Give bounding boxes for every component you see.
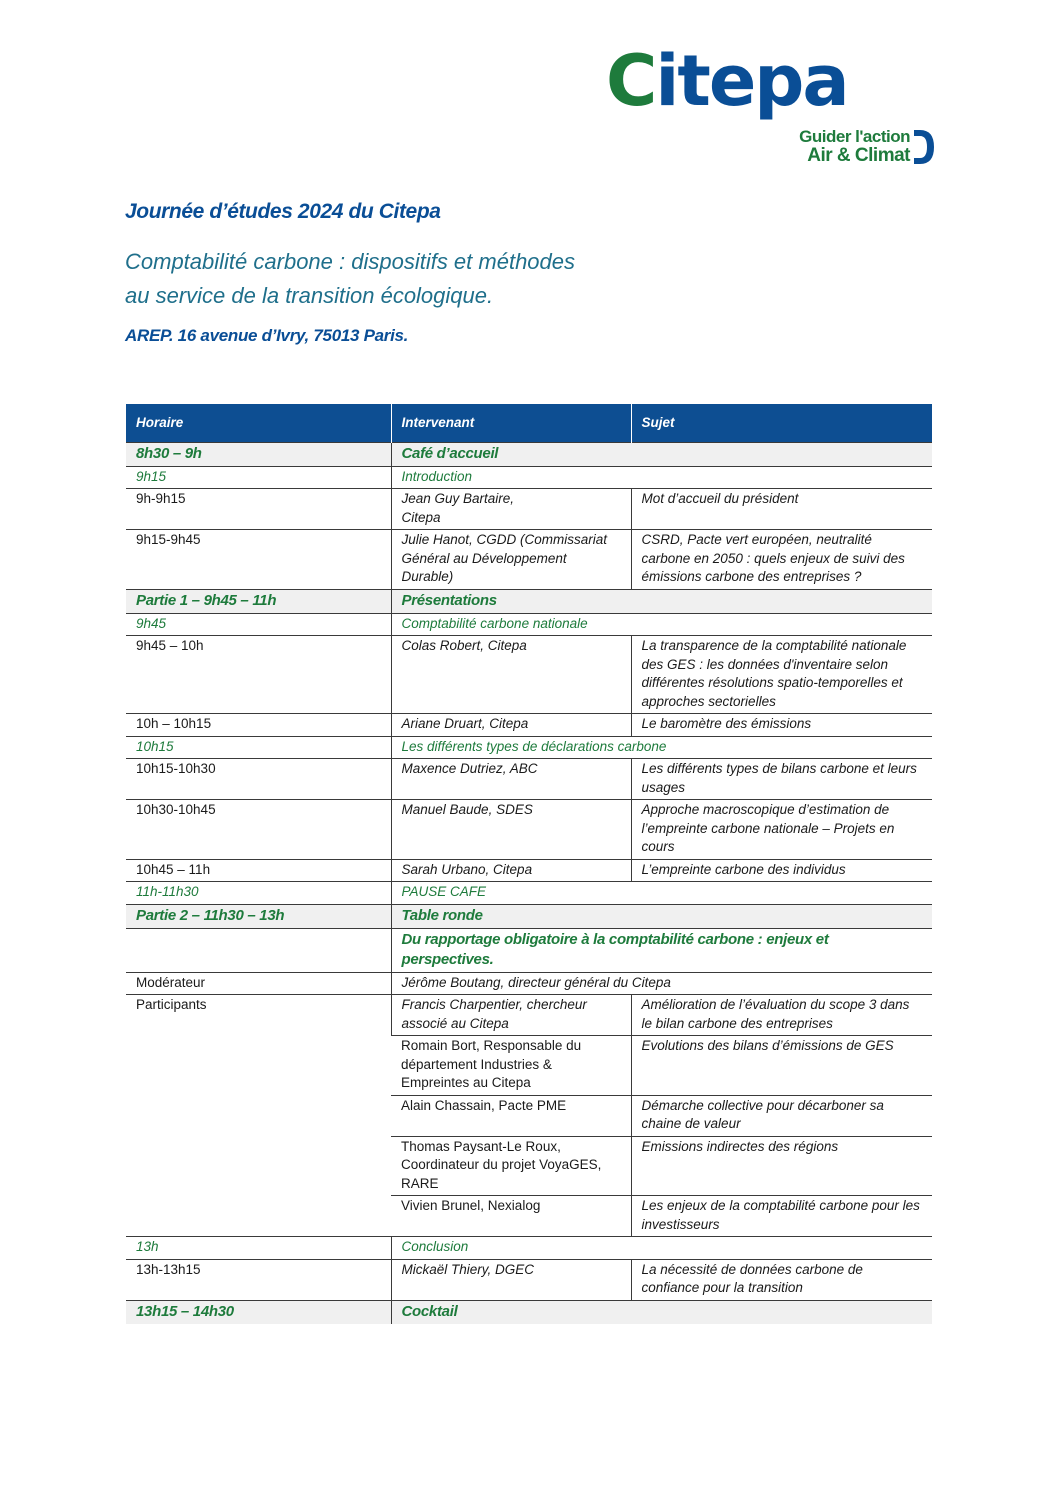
- subsection-label: PAUSE CAFE: [391, 882, 932, 905]
- time-cell: 9h15-9h45: [136, 532, 201, 547]
- speaker-cell: Thomas Paysant-Le Roux, Coordinateur du projet VoyaGES, RARE: [401, 1138, 602, 1191]
- subsection-label: Conclusion: [391, 1237, 932, 1260]
- speaker-cell: Mickaël Thiery, DGEC: [391, 1259, 631, 1300]
- speaker-name: Jean Guy Bartaire,: [401, 491, 515, 506]
- time-cell: 10h15-10h30: [136, 761, 216, 776]
- speaker-cell: Manuel Baude, SDES: [391, 800, 631, 860]
- speaker-cell: Sarah Urbano, Citepa: [391, 859, 631, 882]
- time-cell: Modérateur: [136, 974, 206, 990]
- speaker-cell: Maxence Dutriez, ABC: [391, 759, 631, 800]
- page-title: Journée d’études 2024 du Citepa: [125, 200, 441, 223]
- speaker-cell: Alain Chassain, Pacte PME: [401, 1097, 567, 1113]
- speaker-cell: Julie Hanot, CGDD (Commissariat Général au Développement Durable): [391, 530, 631, 590]
- table-row: [126, 714, 932, 737]
- topic-cell: L’empreinte carbone des individus: [631, 859, 932, 882]
- table-row: [126, 972, 932, 995]
- topic-cell: Approche macroscopique d’estimation de l’empreinte carbone nationale – Projets en cours: [631, 800, 932, 860]
- time-cell: 13h15 – 14h30: [136, 1302, 234, 1320]
- header-intervenant: Intervenant: [391, 404, 631, 442]
- speaker-cell: Francis Charpentier, chercheur associé au Citepa: [391, 995, 631, 1036]
- table-row: [126, 613, 932, 636]
- topic-cell: Evolutions des bilans d’émissions de GES: [631, 1036, 932, 1096]
- venue-address: AREP. 16 avenue d’Ivry, 75013 Paris.: [125, 326, 409, 345]
- time-cell: Partie 2 – 11h30 – 13h: [136, 906, 285, 924]
- table-row: [126, 489, 932, 530]
- topic-cell: Emissions indirectes des régions: [631, 1136, 932, 1196]
- subsection-label: Comptabilité carbone nationale: [391, 613, 932, 636]
- time-cell: 9h45: [136, 615, 167, 631]
- table-row: [126, 1259, 932, 1300]
- role-cell: Participants: [136, 997, 207, 1012]
- time-cell: 9h15: [136, 468, 167, 484]
- topic-cell: Le baromètre des émissions: [631, 714, 932, 737]
- time-cell: 13h-13h15: [136, 1261, 201, 1277]
- speaker-cell: Ariane Druart, Citepa: [391, 714, 631, 737]
- time-cell: 13h: [136, 1239, 159, 1254]
- time-cell: 9h-9h15: [136, 491, 186, 506]
- speaker-cell: [391, 489, 631, 530]
- time-cell: 8h30 – 9h: [136, 444, 202, 462]
- logo-wordmark: Citepa: [606, 40, 848, 122]
- table-row: [126, 800, 932, 860]
- logo-tagline-1: Guider l'action: [799, 127, 910, 146]
- section-label: Cocktail: [391, 1300, 932, 1324]
- table-row: [126, 466, 932, 489]
- time-cell: 10h30-10h45: [136, 802, 216, 817]
- header-horaire: Horaire: [136, 414, 184, 430]
- table-row: [126, 442, 932, 466]
- agenda-table: [126, 404, 932, 1324]
- subsection-label: Introduction: [391, 466, 932, 489]
- time-cell: 9h45 – 10h: [136, 638, 204, 653]
- topic-cell: Démarche collective pour décarboner sa chaine de valeur: [631, 1095, 932, 1136]
- speaker-cell: Vivien Brunel, Nexialog: [401, 1198, 541, 1213]
- topic-cell: CSRD, Pacte vert européen, neutralité carbone en 2050 : quels enjeux de suivi des émissions carbone des entreprises ?: [631, 530, 932, 590]
- table-header-row: [126, 404, 932, 442]
- topic-cell: La transparence de la comptabilité nationale des GES : les données d'inventaire selon différentes résolutions spatio-temporelles et approches sectorielles: [631, 636, 932, 714]
- page-subtitle: [125, 245, 575, 313]
- round-table-title: Du rapportage obligatoire à la comptabilité carbone : enjeux et perspectives.: [391, 928, 932, 972]
- table-row: [126, 530, 932, 590]
- table-row: [126, 859, 932, 882]
- section-label: Café d’accueil: [391, 442, 932, 466]
- topic-cell: Amélioration de l’évaluation du scope 3 dans le bilan carbone des entreprises: [631, 995, 932, 1036]
- speaker-cell: Colas Robert, Citepa: [391, 636, 631, 714]
- table-row: [126, 1300, 932, 1324]
- topic-cell: La nécessité de données carbone de confiance pour la transition: [631, 1259, 932, 1300]
- table-row: [126, 1237, 932, 1260]
- logo-bracket-icon: [912, 130, 934, 164]
- time-cell: 11h-11h30: [136, 884, 199, 899]
- topic-cell: Mot d’accueil du président: [631, 489, 932, 530]
- table-row: [126, 736, 932, 759]
- speaker-cell: Romain Bort, Responsable du département Industries & Empreintes au Citepa: [401, 1038, 582, 1090]
- time-cell: 10h15: [136, 738, 174, 754]
- logo-tagline-2: Air & Climat: [807, 145, 910, 166]
- table-row: [126, 882, 932, 905]
- topic-cell: Les enjeux de la comptabilité carbone pour les investisseurs: [631, 1196, 932, 1237]
- time-cell: 10h45 – 11h: [136, 861, 211, 877]
- subsection-label: Les différents types de déclarations carbone: [391, 736, 932, 759]
- table-row: [126, 904, 932, 928]
- section-label: Présentations: [391, 589, 932, 613]
- subtitle-line-2: au service de la transition écologique.: [125, 283, 494, 308]
- section-label: Table ronde: [391, 904, 932, 928]
- time-cell: 10h – 10h15: [136, 716, 212, 731]
- speaker-org: Citepa: [401, 509, 441, 525]
- table-row: [126, 759, 932, 800]
- table-row: [126, 589, 932, 613]
- subtitle-line-1: Comptabilité carbone : dispositifs et méthodes: [125, 249, 576, 274]
- time-cell: [126, 928, 391, 972]
- citepa-logo: [606, 40, 936, 170]
- time-cell: Partie 1 – 9h45 – 11h: [136, 591, 277, 609]
- table-row: [126, 636, 932, 714]
- table-row: [126, 995, 932, 1036]
- moderator-cell: Jérôme Boutang, directeur général du Citepa: [391, 972, 932, 995]
- topic-cell: Les différents types de bilans carbone et leurs usages: [631, 759, 932, 800]
- table-row: [126, 928, 932, 972]
- header-sujet: Sujet: [631, 404, 932, 442]
